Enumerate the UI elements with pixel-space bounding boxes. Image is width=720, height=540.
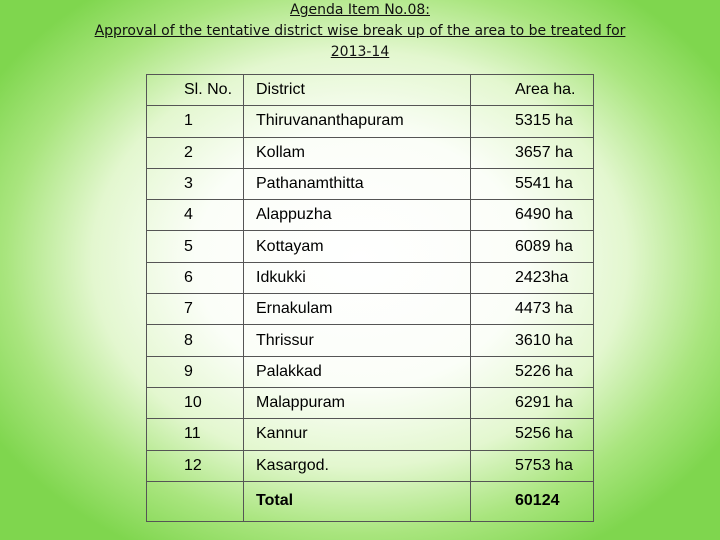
agenda-year: 2013-14 bbox=[330, 44, 390, 60]
district-cell: Kannur bbox=[244, 419, 471, 450]
sl-no-cell: 12 bbox=[147, 450, 244, 481]
district-area-table bbox=[146, 74, 594, 522]
district-cell: Palakkad bbox=[244, 356, 471, 387]
sl-no-cell: 1 bbox=[147, 106, 244, 137]
total-row bbox=[147, 481, 594, 521]
district-cell: Kollam bbox=[244, 137, 471, 168]
sl-no-cell: 5 bbox=[147, 231, 244, 262]
table-row bbox=[147, 137, 594, 168]
table-row bbox=[147, 419, 594, 450]
district-cell: Alappuzha bbox=[244, 200, 471, 231]
sl-no-cell: 10 bbox=[147, 387, 244, 418]
table-row bbox=[147, 450, 594, 481]
agenda-description: Approval of the tentative district wise break up of the area to be treated for bbox=[94, 23, 626, 39]
sl-no-cell: 8 bbox=[147, 325, 244, 356]
area-cell: 5315 ha bbox=[471, 106, 594, 137]
sl-no-cell: 4 bbox=[147, 200, 244, 231]
area-cell: 2423ha bbox=[471, 262, 594, 293]
area-cell: 5541 ha bbox=[471, 168, 594, 199]
table-row bbox=[147, 231, 594, 262]
table-row bbox=[147, 106, 594, 137]
column-header-sl-no: Sl. No. bbox=[147, 75, 244, 106]
area-cell: 5256 ha bbox=[471, 419, 594, 450]
district-cell: Pathanamthitta bbox=[244, 168, 471, 199]
sl-no-cell: 11 bbox=[147, 419, 244, 450]
district-cell: Kottayam bbox=[244, 231, 471, 262]
column-header-district: District bbox=[244, 75, 471, 106]
sl-no-cell: 9 bbox=[147, 356, 244, 387]
district-cell: Thiruvananthapuram bbox=[244, 106, 471, 137]
area-cell: 6089 ha bbox=[471, 231, 594, 262]
table-header-row bbox=[147, 75, 594, 106]
total-empty-cell bbox=[147, 481, 244, 521]
table-row bbox=[147, 168, 594, 199]
agenda-heading bbox=[0, 0, 720, 63]
sl-no-cell: 2 bbox=[147, 137, 244, 168]
area-cell: 5226 ha bbox=[471, 356, 594, 387]
total-label: Total bbox=[244, 481, 471, 521]
district-cell: Kasargod. bbox=[244, 450, 471, 481]
sl-no-cell: 7 bbox=[147, 294, 244, 325]
area-cell: 3610 ha bbox=[471, 325, 594, 356]
table-row bbox=[147, 356, 594, 387]
area-cell: 4473 ha bbox=[471, 294, 594, 325]
table-row bbox=[147, 200, 594, 231]
column-header-area: Area ha. bbox=[471, 75, 594, 106]
district-cell: Malappuram bbox=[244, 387, 471, 418]
table-row bbox=[147, 325, 594, 356]
district-cell: Ernakulam bbox=[244, 294, 471, 325]
table-row bbox=[147, 262, 594, 293]
area-cell: 5753 ha bbox=[471, 450, 594, 481]
sl-no-cell: 6 bbox=[147, 262, 244, 293]
agenda-item-title: Agenda Item No.08: bbox=[290, 2, 430, 18]
sl-no-cell: 3 bbox=[147, 168, 244, 199]
area-cell: 6291 ha bbox=[471, 387, 594, 418]
total-value: 60124 bbox=[471, 481, 594, 521]
district-cell: Idkukki bbox=[244, 262, 471, 293]
table-row bbox=[147, 387, 594, 418]
district-cell: Thrissur bbox=[244, 325, 471, 356]
area-cell: 6490 ha bbox=[471, 200, 594, 231]
area-cell: 3657 ha bbox=[471, 137, 594, 168]
table-row bbox=[147, 294, 594, 325]
